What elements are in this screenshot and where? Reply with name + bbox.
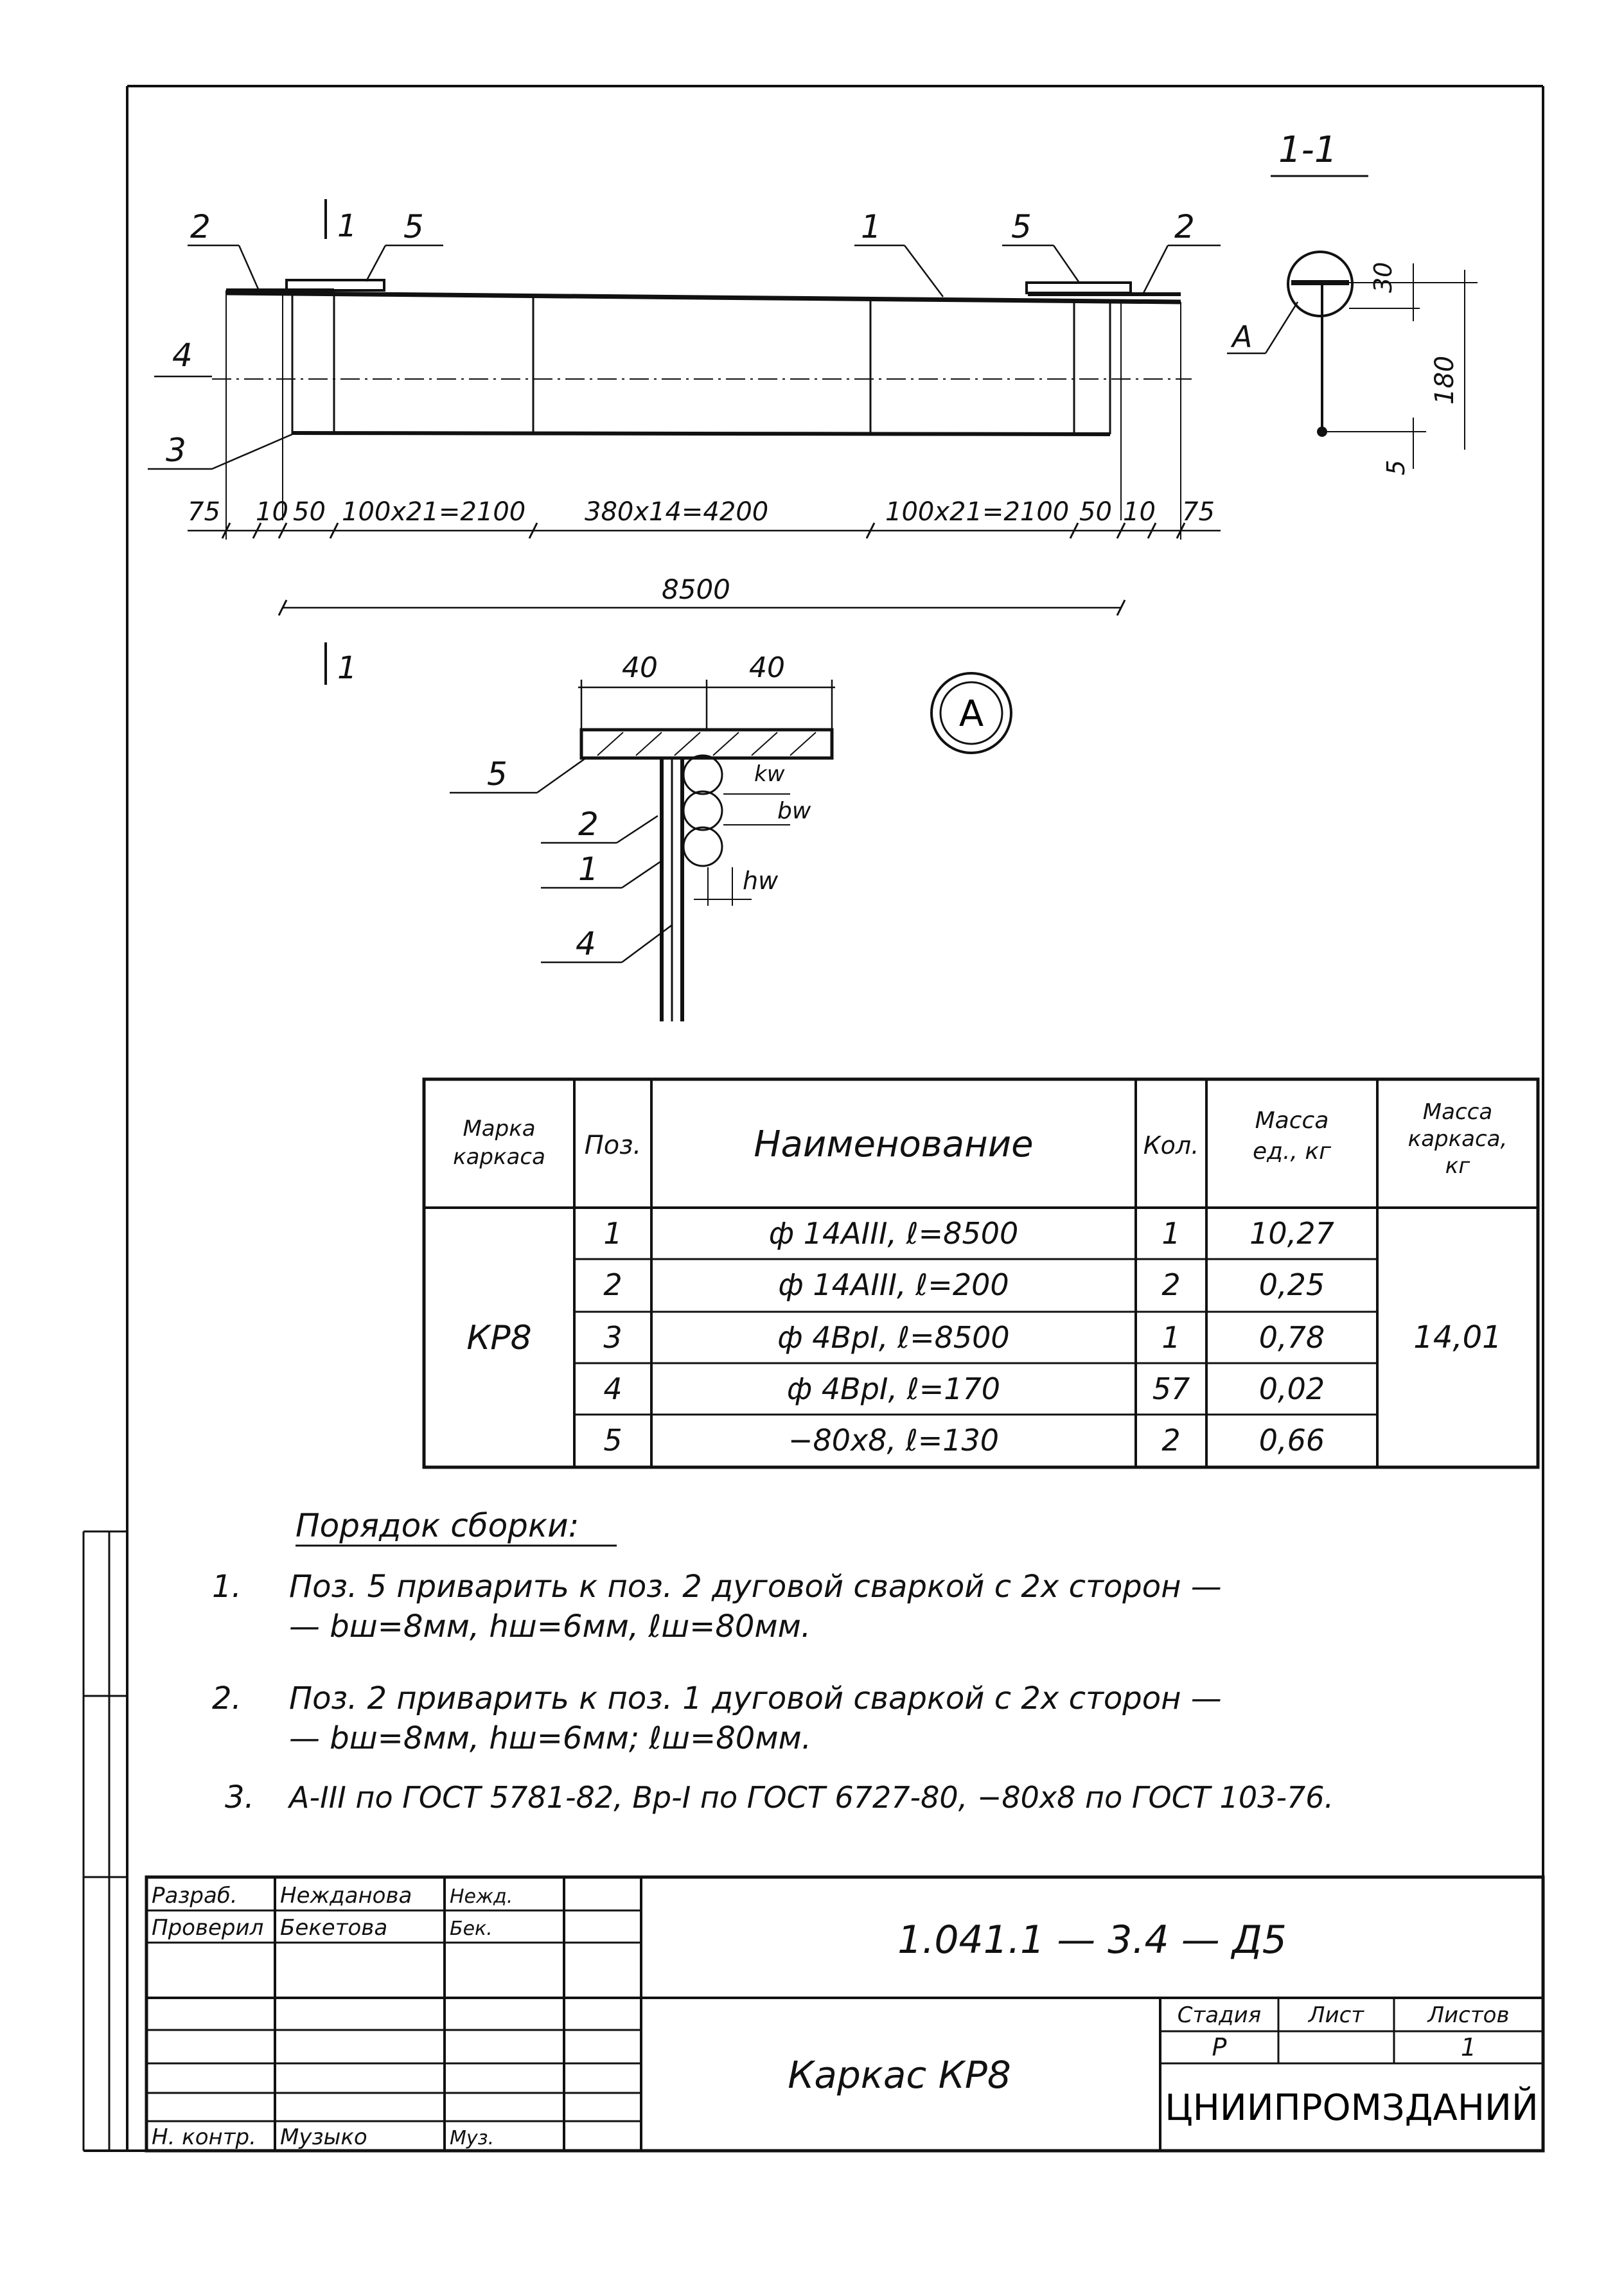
drawing-name: Каркас КР8 [788,2053,1011,2097]
callout-pos5-right: 5 [1011,208,1032,245]
bar-pos3 [292,433,1110,434]
dim-50-right: 50 [1079,497,1112,527]
table-row [603,1320,1325,1355]
detail-weld-hw: hw [743,867,779,895]
stage-label: Стадия [1177,2002,1262,2028]
name-checker: Бекетова [280,1915,388,1941]
role-checker: Проверил [152,1915,264,1941]
step-text: Поз. 2 приварить к поз. 1 дуговой сваркой с 2х сторон — [289,1681,1222,1716]
header-mark: Марка каркаса [453,1116,545,1170]
dim-2100-right: 100x21=2100 [885,497,1070,527]
svg-text:2: 2 [603,1267,622,1302]
section-callout-label: A [1232,319,1253,354]
svg-text:2: 2 [1161,1423,1181,1458]
detail-dim-left: 40 [622,651,658,684]
sheet-label: Лист [1308,2002,1364,2028]
detail-a-title: A [958,693,984,735]
section-dim-height: 180 [1430,355,1460,405]
table-row [603,1372,1325,1406]
signature-norm-control: Муз. [450,2127,495,2149]
dim-4200: 380x14=4200 [585,497,769,527]
callout-pos5-left: 5 [403,208,424,245]
detail-callout-2: 2 [578,806,599,843]
frame-elevation [148,199,1221,686]
detail-callout-1: 1 [578,851,599,888]
organization: ЦНИИПРОМЗДАНИЙ [1165,2087,1539,2129]
step-number: 3. [225,1779,254,1815]
detail-callout-4: 4 [576,925,596,962]
header-name: Наименование [754,1124,1034,1165]
header-mass-unit: Масса ед., кг [1252,1107,1332,1165]
svg-text:ф 4ВрI, ℓ=8500: ф 4ВрI, ℓ=8500 [777,1320,1010,1355]
dim-overall: 8500 [662,574,730,605]
svg-text:ф 4ВрI, ℓ=170: ф 4ВрI, ℓ=170 [786,1372,1001,1406]
section-dim-bottom: 5 [1382,459,1410,475]
svg-text:1: 1 [1161,1216,1181,1251]
header-mass-frame: Масса каркаса, кг [1408,1099,1508,1179]
name-developer: Нежданова [280,1883,412,1909]
detail-weld-kw: kw [754,761,785,787]
detail-a [450,651,1011,1021]
header-qty: Кол. [1143,1131,1199,1160]
step-text: А-III по ГОСТ 5781-82, Вр-I по ГОСТ 6727-80, −80х8 по ГОСТ 103-76. [289,1780,1334,1815]
svg-text:3: 3 [603,1320,622,1355]
callout-pos4: 4 [172,337,193,374]
header-pos: Поз. [584,1131,642,1160]
svg-text:1: 1 [1161,1320,1181,1355]
dim-75-left: 75 [188,497,220,527]
detail-weld-bw: bw [777,798,811,824]
role-developer: Разраб. [152,1883,238,1909]
name-norm-control: Музыко [280,2124,367,2150]
table-row [603,1423,1325,1458]
svg-text:0,66: 0,66 [1258,1423,1325,1458]
cut-mark-bottom: 1 [337,650,357,686]
role-norm-control: Н. контр. [152,2124,256,2150]
dim-10-left: 10 [256,497,288,527]
sheets-label: Листов [1427,2002,1510,2028]
assembly-title: Порядок сборки: [296,1507,579,1544]
svg-text:ф 14АIII, ℓ=200: ф 14АIII, ℓ=200 [778,1267,1009,1302]
svg-text:2: 2 [1161,1267,1181,1302]
step-text: — bш=8мм, hш=6мм; ℓш=80мм. [289,1720,812,1756]
step-number: 1. [212,1569,242,1605]
table-row [603,1267,1325,1302]
svg-text:1: 1 [603,1216,622,1251]
svg-text:57: 57 [1152,1372,1190,1406]
assembly-notes [212,1507,1334,1815]
title-block [146,1877,1543,2151]
svg-text:5: 5 [603,1423,622,1458]
sheets-value: 1 [1460,2033,1477,2061]
svg-text:10,27: 10,27 [1249,1216,1334,1251]
dim-50-left: 50 [293,497,326,527]
callout-pos3: 3 [166,432,186,469]
callout-pos2-right: 2 [1174,208,1195,245]
section-dim-top: 30 [1369,261,1397,293]
section-view [1227,252,1478,475]
signature-checker: Бек. [450,1918,493,1940]
dim-2100-left: 100x21=2100 [342,497,526,527]
step-text: — bш=8мм, hш=6мм, ℓш=80мм. [289,1609,811,1645]
cut-mark-top: 1 [337,208,357,244]
svg-text:0,78: 0,78 [1258,1320,1325,1355]
svg-text:0,02: 0,02 [1258,1372,1325,1406]
plate-pos5-right [1027,283,1131,293]
spec-table [424,1079,1538,1467]
detail-plate [581,730,832,758]
stage-value: Р [1212,2033,1227,2061]
signature-developer: Нежд. [450,1885,513,1908]
callout-pos1: 1 [861,208,881,245]
detail-callout-5: 5 [487,755,508,793]
frame-total-mass: 14,01 [1413,1319,1502,1355]
callout-pos2-left: 2 [190,208,211,245]
step-number: 2. [212,1681,242,1716]
svg-text:−80x8, ℓ=130: −80x8, ℓ=130 [788,1423,1000,1458]
table-row [603,1216,1334,1251]
step-text: Поз. 5 приварить к поз. 2 дуговой сваркой с 2х сторон — [289,1569,1222,1605]
dim-10-right: 10 [1123,497,1156,527]
svg-text:0,25: 0,25 [1258,1267,1325,1302]
section-label: 1-1 [1278,129,1337,171]
svg-text:4: 4 [603,1372,622,1406]
document-code: 1.041.1 — 3.4 — Д5 [897,1918,1287,1963]
dim-75-right: 75 [1182,497,1215,527]
svg-text:ф 14АIII, ℓ=8500: ф 14АIII, ℓ=8500 [768,1216,1019,1251]
frame-mark: КР8 [466,1319,532,1357]
detail-dim-right: 40 [749,651,785,684]
